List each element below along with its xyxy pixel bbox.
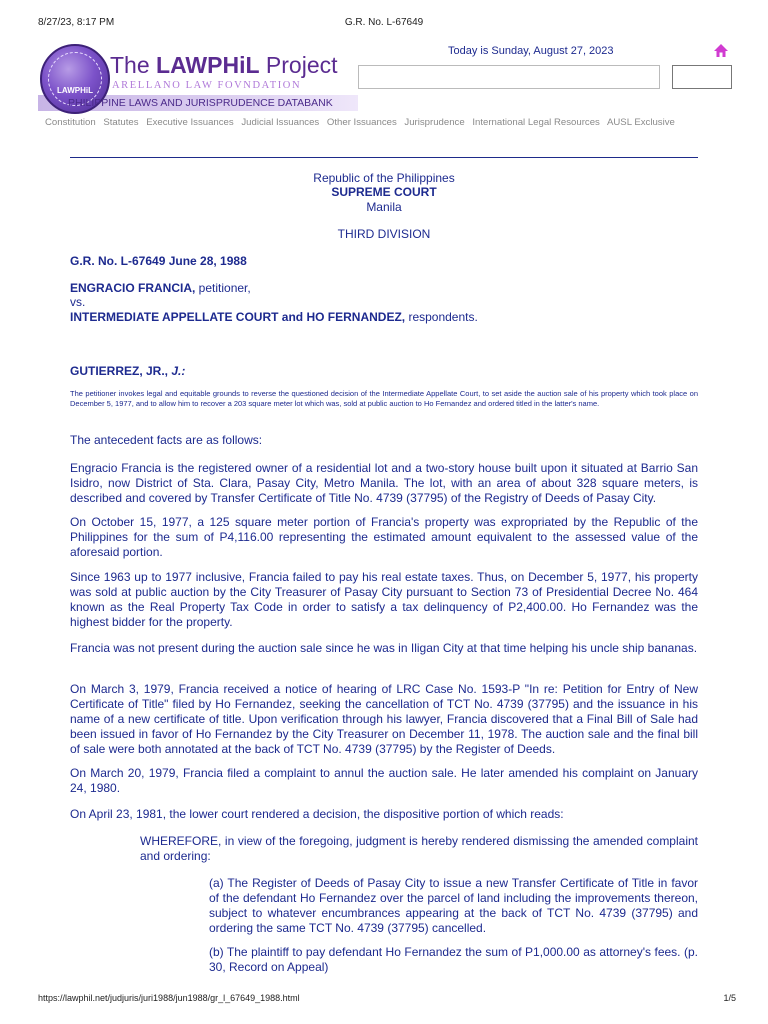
quoted-item-b: (b) The plaintiff to pay defendant Ho Fernandez the sum of P1,000.00 as attorney's fees. (p. 30, Record on Appeal) bbox=[209, 945, 698, 974]
versus: vs. bbox=[70, 295, 86, 309]
print-doc-title: G.R. No. L-67649 bbox=[344, 17, 424, 28]
petitioner-role: petitioner, bbox=[195, 281, 251, 295]
quoted-item-a: (a) The Register of Deeds of Pasay City to issue a new Transfer Certificate of Title in favor of the defendant Ho Fernandez over the parcel of land including the improvements thereon, subject to whatever encumbrances appearing at the back of TCT No. 4739 (37795) and ordering the same TCT No. 4739 (37795) cancelled. bbox=[209, 876, 698, 935]
petitioner-name: ENGRACIO FRANCIA, bbox=[70, 281, 196, 295]
syllabus-paragraph: The petitioner invokes legal and equitable grounds to reverse the questioned decision of the Intermediate Appellate Court, to set aside the auction sale of his property which took place on December 5, 1977, and to allow him to recover a 203 square meter lot which was, sold at public auction to Ho Fernandez and ordered titled in the latter's name. bbox=[70, 389, 698, 408]
brand-name: LAWPHiL bbox=[156, 52, 260, 78]
paragraph-4: Since 1963 up to 1977 inclusive, Francia failed to pay his real estate taxes. Thus, on December 5, 1977, his property was sold at public auction by the City Treasurer of Pasay City pursuant to Section 73 of Presidential Decree No. 464 known as the Real Property Tax Code in order to satisfy a tax delinquency of P2,400.00. Ho Fernandez was the highest bidder for the property. bbox=[70, 570, 698, 629]
nav-ausl-exclusive[interactable]: AUSL Exclusive bbox=[606, 117, 675, 128]
respondent-role: respondents. bbox=[405, 310, 478, 324]
respondent-line bbox=[70, 310, 478, 324]
court-city: Manila bbox=[366, 200, 402, 214]
ponente-name: GUTIERREZ, JR., bbox=[70, 364, 169, 378]
nav-international-legal-resources[interactable]: International Legal Resources bbox=[472, 117, 600, 128]
nav-judicial-issuances[interactable]: Judicial Issuances bbox=[241, 117, 320, 128]
ponente bbox=[70, 364, 185, 378]
quoted-wherefore: WHEREFORE, in view of the foregoing, judgment is hereby rendered dismissing the amended complaint and ordering: bbox=[140, 834, 698, 863]
paragraph-8: On April 23, 1981, the lower court rendered a decision, the dispositive portion of which reads: bbox=[70, 807, 564, 821]
print-datetime: 8/27/23, 8:17 PM bbox=[38, 17, 115, 28]
main-nav bbox=[45, 117, 680, 128]
paragraph-3: On October 15, 1977, a 125 square meter portion of Francia's property was expropriated by the Republic of the Philippines for the sum of P4,116.00 representing the estimated amount equivalent to the assessed value of the aforesaid portion. bbox=[70, 515, 698, 559]
nav-other-issuances[interactable]: Other Issuances bbox=[326, 117, 397, 128]
seal-text: LAWPHiL bbox=[57, 86, 93, 95]
brand-prefix: The bbox=[110, 52, 157, 78]
paragraph-5: Francia was not present during the auction sale since he was in Iligan City at that time helping his uncle ship bananas. bbox=[70, 641, 698, 655]
court-name: SUPREME COURT bbox=[331, 185, 437, 199]
case-number: G.R. No. L-67649 June 28, 1988 bbox=[70, 254, 247, 268]
brand-suffix: Project bbox=[259, 52, 338, 78]
foundation-name: ARELLANO LAW FOVNDATION bbox=[112, 80, 302, 91]
paragraph-7: On March 20, 1979, Francia filed a complaint to annul the auction sale. He later amended his complaint on January 24, 1980. bbox=[70, 766, 698, 795]
header-divider bbox=[70, 157, 698, 158]
republic-line: Republic of the Philippines bbox=[313, 171, 455, 185]
search-button[interactable] bbox=[672, 65, 732, 89]
paragraph-1: The antecedent facts are as follows: bbox=[70, 433, 263, 447]
ponente-suffix: J.: bbox=[168, 364, 186, 378]
print-url: https://lawphil.net/judjuris/juri1988/jun1988/gr_l_67649_1988.html bbox=[38, 993, 300, 1003]
nav-executive-issuances[interactable]: Executive Issuances bbox=[146, 117, 234, 128]
home-icon[interactable] bbox=[712, 42, 730, 60]
petitioner-line bbox=[70, 281, 251, 295]
site-brand[interactable] bbox=[110, 52, 338, 79]
nav-statutes[interactable]: Statutes bbox=[103, 117, 139, 128]
print-page-number: 1/5 bbox=[723, 993, 736, 1003]
databank-title: PHILIPPINE LAWS AND JURISPRUDENCE DATABANK bbox=[68, 97, 333, 109]
search-input[interactable] bbox=[358, 65, 660, 89]
division: THIRD DIVISION bbox=[337, 227, 431, 241]
respondent-name: INTERMEDIATE APPELLATE COURT and HO FERNANDEZ, bbox=[70, 310, 406, 324]
paragraph-2: Engracio Francia is the registered owner of a residential lot and a two-story house built upon it situated at Barrio San Isidro, now District of Sta. Clara, Pasay City, Metro Manila. The lot, with an area of about 328 square meters, is described and covered by Transfer Certificate of Title No. 4739 (37795) of the Registry of Deeds of Pasay City. bbox=[70, 461, 698, 505]
paragraph-6: On March 3, 1979, Francia received a notice of hearing of LRC Case No. 1593-P "In re: Petition for Entry of New Certificate of Title" filed by Ho Fernandez, seeking the cancellation of TCT No. 4739 (37795) and the issuance in his name of a new certificate of title. Upon verification through his lawyer, Francia discovered that a Final Bill of Sale had been issued in favor of Ho Fernandez by the City Treasurer on December 11, 1978. The auction sale and the final bill of sale were both annotated at the back of TCT No. 4739 (37795) by the Register of Deeds. bbox=[70, 682, 698, 756]
nav-jurisprudence[interactable]: Jurisprudence bbox=[404, 117, 465, 128]
nav-constitution[interactable]: Constitution bbox=[45, 117, 96, 128]
today-date: Today is Sunday, August 27, 2023 bbox=[448, 45, 614, 57]
